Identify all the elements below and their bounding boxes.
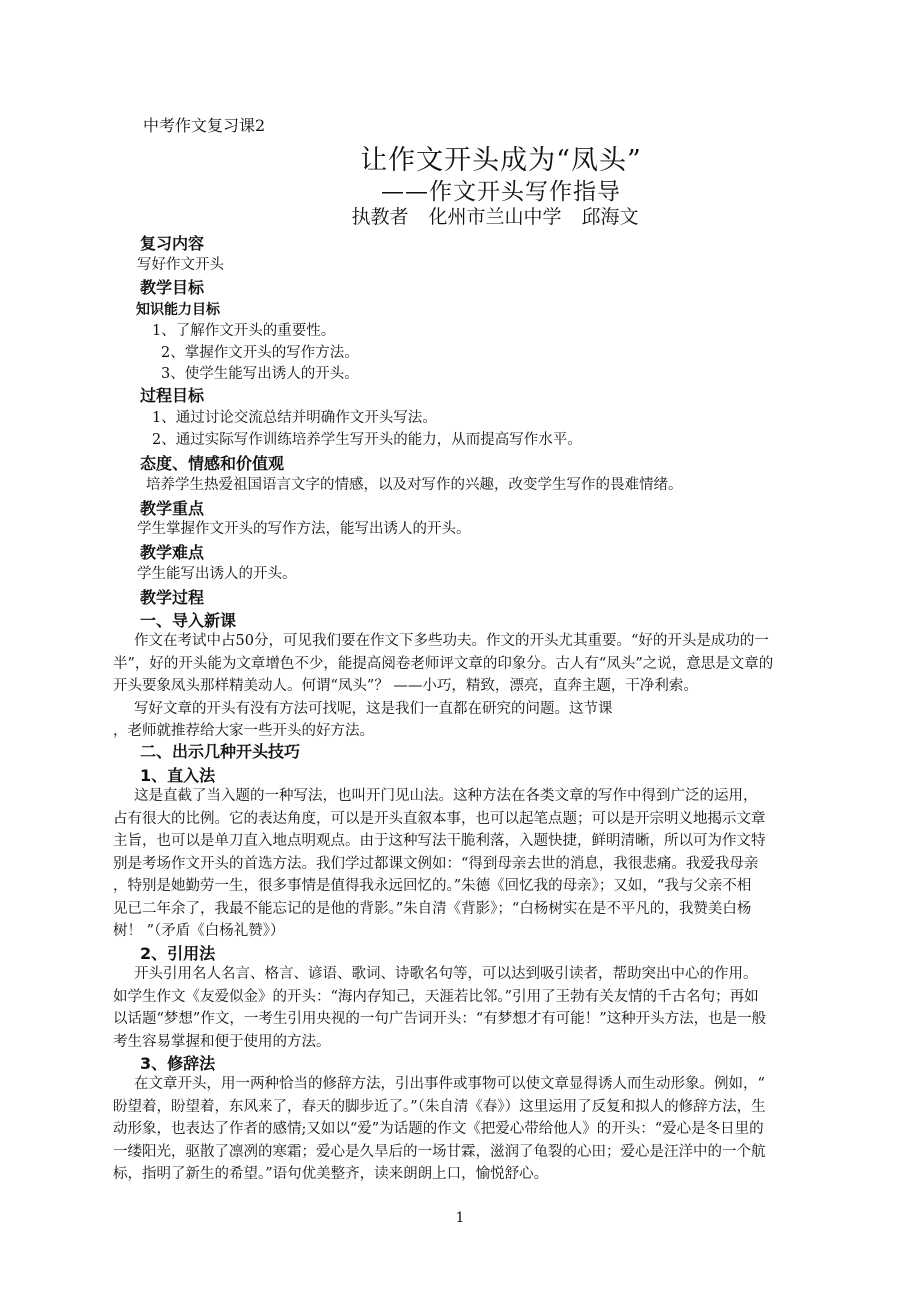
text-line: 树！ ”（矛盾《白杨礼赞》） (113, 923, 285, 939)
review-text: 写好作文开头 (137, 257, 224, 273)
section1-paragraph (113, 630, 833, 743)
attitude-text: 培养学生热爱祖国语言文字的情感，以及对写作的兴趣，改变学生写作的畏难情绪。 (146, 477, 683, 493)
text-line: 占有很大的比例。它的表达角度，可以是开头直叙本事，也可以起笔点题；可以是开宗明义地揭示文章 (113, 810, 766, 827)
process-goal-item: 2、通过实际写作训练培养学生写开头的能力，从而提高写作水平。 (152, 432, 582, 448)
knowledge-item: 1、了解作文开头的重要性。 (152, 323, 336, 339)
text-line: 开头引用名人名言、格言、谚语、歌词、诗歌名句等，可以达到吸引读者，帮助突出中心的作用。 (134, 966, 758, 982)
text-line: 一缕阳光，驱散了凛冽的寒霜；爱心是久旱后的一场甘霖，滋润了龟裂的心田；爱心是汪洋中的一个航 (113, 1143, 766, 1160)
method1-paragraph (113, 785, 833, 943)
method3-paragraph (113, 1073, 833, 1186)
text-line: 考生容易掌握和便于使用的方法。 (113, 1033, 331, 1050)
method3-heading: 3、修辞法 (140, 1054, 216, 1073)
section1-heading: 一、导入新课 (140, 611, 237, 630)
text-line: 开头要象凤头那样精美动人。何谓“凤头”？ ——小巧，精致，漂亮，直奔主题，干净利索。 (113, 678, 698, 694)
text-line: 这是直截了当入题的一种写法，也叫开门见山法。这种方法在各类文章的写作中得到广泛的运用， (134, 788, 758, 804)
text-line: 标，指明了新生的希望。”语句优美整齐，读来朗朗上口，愉悦舒心。 (113, 1166, 549, 1182)
process-goals-heading: 过程目标 (140, 386, 205, 405)
method1-heading: 1、直入法 (140, 766, 216, 785)
knowledge-item: 3、使学生能写出诱人的开头。 (161, 366, 359, 382)
section2-heading: 二、出示几种开头技巧 (140, 742, 301, 761)
attitude-heading: 态度、情感和价值观 (140, 454, 285, 473)
text-line: 半”，好的开头能为文章增色不少，能提高阅卷老师评文章的印象分。古人有“凤头”之说，意思是文章的 (113, 655, 774, 672)
difficulty-text: 学生能写出诱人的开头。 (137, 566, 297, 582)
text-line: 别是考场作文开头的首选方法。我们学过都课文例如：“得到母亲去世的消息，我很悲痛。我爱我母亲 (113, 855, 759, 872)
text-line: 作文在考试中占50分，可见我们要在作文下多些功夫。作文的开头尤其重要。“好的开头是成功的一 (134, 633, 769, 649)
key-points-text: 学生掌握作文开头的写作方法，能写出诱人的开头。 (137, 521, 471, 537)
process-goal-item: 1、通过讨论交流总结并明确作文开头写法。 (152, 410, 437, 426)
text-line: 见已二年余了，我最不能忘记的是他的背影。”朱自清《背影》；“白杨树实在是不平凡的，我赞美白杨 (113, 900, 752, 917)
goals-heading: 教学目标 (140, 278, 205, 297)
page-number: 1 (455, 1210, 465, 1226)
course-label: 中考作文复习课2 (143, 116, 266, 135)
difficulty-heading: 教学难点 (140, 543, 205, 562)
teacher-line: 执教者 化州市兰山中学 邱海文 (351, 206, 639, 228)
text-line: ，老师就推荐给大家一些开头的好方法。 (113, 723, 374, 739)
page-subtitle: ——作文开头写作指导 (381, 179, 621, 205)
text-line: 如学生作文《友爱似金》的开头：“海内存知己，天涯若比邻。”引用了王勃有关友情的千古名句；再如 (113, 988, 759, 1005)
text-line: 主旨，也可以是单刀直入地点明观点。由于这种写法干脆利落，入题快捷，鲜明清晰，所以可为作文特 (113, 833, 766, 849)
knowledge-heading: 知识能力目标 (136, 302, 220, 318)
text-line: 以话题“梦想”作文，一考生引用央视的一句广告词开头：“有梦想才有可能！”这种开头方法，也是一般 (113, 1011, 767, 1027)
knowledge-item: 2、掌握作文开头的写作方法。 (161, 345, 359, 361)
text-line: ，特别是她勤劳一生，很多事情是值得我永远回忆的。”朱德《回忆我的母亲》；又如，“我与父亲不相 (113, 878, 752, 894)
key-points-heading: 教学重点 (140, 499, 205, 518)
review-heading: 复习内容 (140, 234, 205, 253)
text-line: 写好文章的开头有没有方法可找呢，这是我们一直都在研究的问题。这节课 (134, 700, 613, 717)
text-line: 在文章开头，用一两种恰当的修辞方法，引出事件或事物可以使文章显得诱人而生动形象。例如，“ (134, 1076, 765, 1092)
teaching-process-heading: 教学过程 (140, 588, 205, 607)
method2-paragraph (113, 963, 833, 1053)
text-line: 盼望着，盼望着，东风来了，春天的脚步近了。”（朱自清《春》）这里运用了反复和拟人的修辞方法，生 (113, 1098, 766, 1115)
method2-heading: 2、引用法 (140, 944, 216, 963)
text-line: 动形象，也表达了作者的感情;又如以“爱”为话题的作文《把爱心带给他人》的开头：“爱心是冬日里的 (113, 1121, 764, 1137)
page-title: 让作文开头成为“凤头” (360, 145, 642, 176)
